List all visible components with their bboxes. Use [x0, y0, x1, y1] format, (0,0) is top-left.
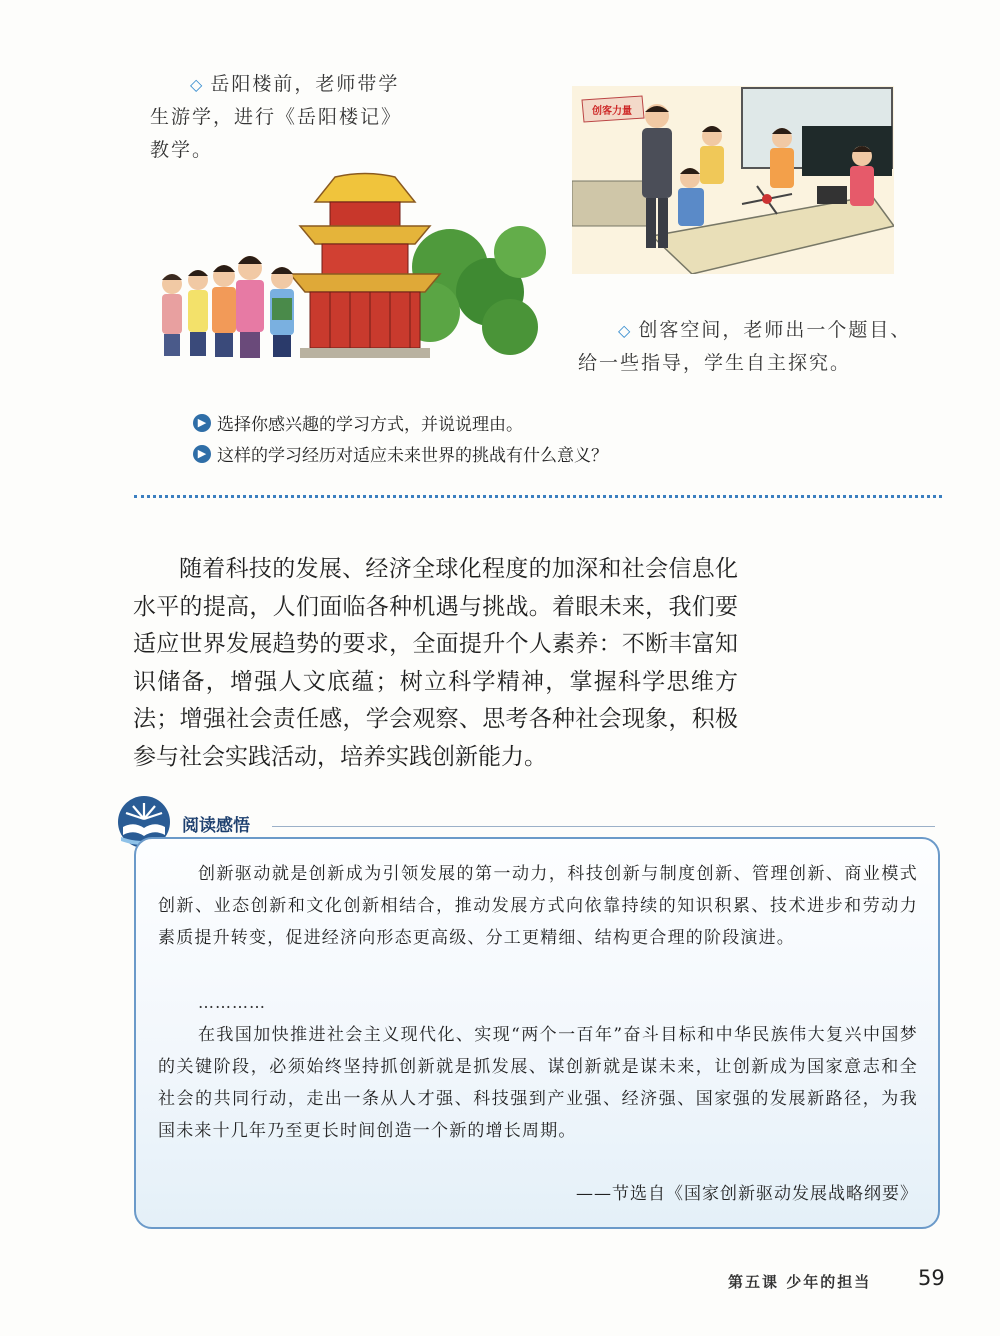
- caption-maker-space: [578, 314, 938, 380]
- caption-yueyang-line3: 教学。: [150, 139, 214, 161]
- sign-text: 创客力量: [592, 106, 632, 117]
- reading-section-title: 阅读感悟: [182, 816, 250, 836]
- reading-paragraph-2-block: [158, 1019, 918, 1147]
- reading-paragraph-1-block: [158, 858, 918, 954]
- question-2-text: 这样的学习经历对适应未来世界的挑战有什么意义？: [217, 446, 608, 466]
- question-1-text: 选择你感兴趣的学习方式，并说说理由。: [217, 415, 523, 435]
- main-paragraph-block: [133, 551, 738, 776]
- caption-maker-line1: 创客空间，老师出一个题目、: [638, 319, 912, 341]
- reading-paragraph-2: 在我国加快推进社会主义现代化、实现“两个一百年”奋斗目标和中华民族伟大复兴中国梦的关键阶段，必须始终坚持抓创新就是抓发展、谋创新就是谋未来，让创新成为国家意志和全社会的共同行动，走出一条从人才强、科技强到产业强、经济强、国家强的发展新路径，为我国未来十几年乃至更长时间创造一个新的增长周期。: [158, 1025, 918, 1141]
- question-2: [193, 441, 608, 466]
- yueyang-tower-illustration: [150, 172, 555, 364]
- question-1: [193, 410, 523, 435]
- caption-yueyang-line2: 生游学，进行《岳阳楼记》: [150, 106, 403, 128]
- sign-board: [582, 96, 644, 122]
- play-arrow-icon: ▶: [193, 414, 211, 432]
- play-arrow-icon: ▶: [193, 445, 211, 463]
- reading-title-rule: [272, 826, 935, 827]
- section-divider: [134, 495, 942, 498]
- reading-ellipsis: …………: [198, 993, 266, 1012]
- laptop: [817, 186, 847, 204]
- diamond-icon: ◇: [190, 75, 205, 94]
- main-paragraph: 随着科技的发展、经济全球化程度的加深和社会信息化水平的提高，人们面临各种机遇与挑战。着眼未来，我们要适应世界发展趋势的要求，全面提升个人素养：不断丰富知识储备，增强人文底蕴；树立科学精神，掌握科学思维方法；增强社会责任感，学会观察、思考各种社会现象，积极参与社会实践活动，培养实践创新能力。: [133, 556, 738, 770]
- students-group: [162, 256, 294, 358]
- caption-yueyang-line1: 岳阳楼前，老师带学: [210, 73, 400, 95]
- lesson-title: 第五课 少年的担当: [728, 1273, 872, 1291]
- reading-paragraph-1: 创新驱动就是创新成为引领发展的第一动力，科技创新与制度创新、管理创新、商业模式创新、业态创新和文化创新相结合，推动发展方式向依靠持续的知识积累、技术进步和劳动力素质提升转变，促进经济向形态更高级、分工更精细、结构更合理的阶段演进。: [158, 864, 918, 948]
- diamond-icon: ◇: [618, 321, 633, 340]
- reading-source: ——节选自《国家创新驱动发展战略纲要》: [576, 1184, 918, 1204]
- caption-yueyang: [150, 68, 430, 167]
- maker-space-illustration: [572, 86, 894, 274]
- page-number: 59: [918, 1266, 945, 1290]
- caption-maker-line2: 给一些指导，学生自主探究。: [578, 352, 852, 374]
